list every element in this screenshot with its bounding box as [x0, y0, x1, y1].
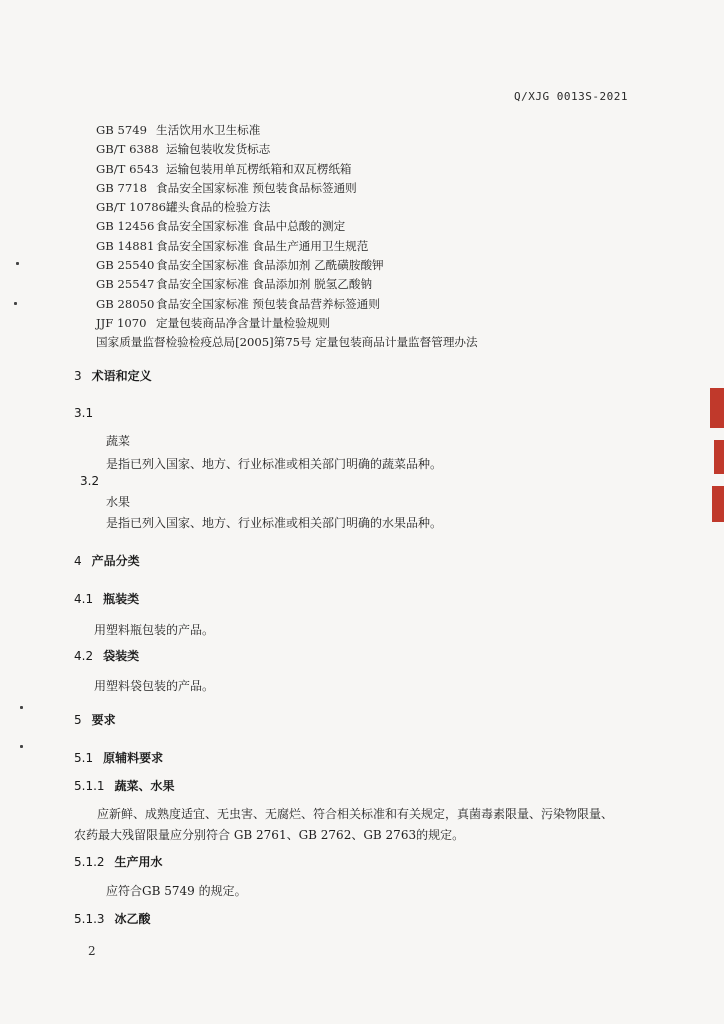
reference-code: GB 14881	[96, 238, 155, 253]
scan-speck	[16, 262, 19, 265]
clause-heading	[74, 853, 163, 870]
reference-title: 食品安全国家标准 食品生产通用卫生规范	[156, 238, 369, 253]
subsection-heading	[74, 749, 163, 766]
subsection-heading	[74, 647, 139, 664]
reference-title: 生活饮用水卫生标准	[156, 123, 261, 137]
page-number: 2	[88, 944, 96, 958]
reference-title: 食品安全国家标准 食品添加剂 脱氢乙酸钠	[156, 277, 373, 292]
section-number: 5.1.1	[74, 779, 105, 793]
reference-item	[96, 275, 478, 294]
scan-speck	[20, 745, 23, 748]
normative-references-list	[96, 121, 478, 353]
reference-code: GB 7718	[96, 180, 147, 195]
clause-number: 3.2	[80, 474, 100, 488]
stamp-fragment	[710, 388, 724, 428]
paragraph: 应符合GB 5749 的规定。	[106, 884, 247, 898]
section-title: 袋装类	[103, 649, 140, 663]
section-number: 3	[74, 369, 82, 383]
reference-code: GB 12456	[96, 219, 155, 234]
section-number: 5.1	[74, 751, 94, 765]
scan-speck	[14, 302, 17, 305]
reference-code: JJF 1070	[96, 315, 147, 330]
reference-code: GB/T 10786	[96, 200, 166, 215]
reference-title: 定量包装商品净含量计量检验规则	[156, 315, 330, 330]
reference-item	[96, 314, 478, 333]
reference-item	[96, 333, 478, 352]
section-title: 冰乙酸	[114, 912, 151, 926]
reference-item	[96, 295, 478, 314]
reference-title: 运输包装收发货标志	[166, 142, 271, 157]
section-number: 4.1	[74, 592, 94, 606]
reference-code: GB 25540	[96, 258, 155, 273]
clause-heading	[74, 777, 175, 794]
paragraph: 用塑料袋包装的产品。	[94, 679, 215, 693]
reference-code: GB/T 6388	[96, 142, 159, 157]
stamp-fragment	[714, 440, 724, 474]
clause-heading	[74, 910, 151, 927]
reference-code: GB/T 6543	[96, 161, 159, 176]
paragraph-line: 农药最大残留限量应分别符合 GB 2761、GB 2762、GB 2763的规定。	[74, 828, 465, 842]
reference-title: 食品安全国家标准 预包装食品标签通则	[156, 180, 357, 195]
term-name: 水果	[106, 495, 131, 509]
section-number: 5	[74, 713, 82, 727]
reference-title: 食品安全国家标准 预包装食品营养标签通则	[156, 296, 380, 311]
term-definition: 是指已列入国家、地方、行业标准或相关部门明确的水果品种。	[106, 516, 443, 530]
section-title: 术语和定义	[91, 369, 152, 383]
reference-code: GB 25547	[96, 277, 155, 292]
reference-item	[96, 140, 478, 159]
reference-item	[96, 237, 478, 256]
clause-number: 3.1	[74, 406, 94, 420]
reference-item	[96, 217, 478, 236]
term-definition: 是指已列入国家、地方、行业标准或相关部门明确的蔬菜品种。	[106, 457, 443, 471]
reference-title: 国家质量监督检验检疫总局[2005]第75号 定量包装商品计量监督管理办法	[96, 335, 478, 350]
section-number: 4.2	[74, 649, 94, 663]
subsection-heading	[74, 590, 139, 607]
section-title: 蔬菜、水果	[114, 779, 175, 793]
reference-item	[96, 179, 478, 198]
reference-title: 食品安全国家标准 食品中总酸的测定	[156, 219, 346, 234]
reference-code: GB 28050	[96, 296, 155, 311]
reference-item	[96, 160, 478, 179]
section-heading	[74, 711, 116, 728]
section-title: 瓶装类	[103, 592, 140, 606]
section-number: 5.1.3	[74, 912, 105, 926]
section-title: 原辅料要求	[103, 751, 164, 765]
paragraph-line: 应新鲜、成熟度适宜、无虫害、无腐烂、符合相关标准和有关规定，真菌毒素限量、污染物限量、	[97, 807, 614, 821]
section-heading	[74, 367, 152, 384]
reference-title: 运输包装用单瓦楞纸箱和双瓦楞纸箱	[166, 161, 352, 176]
section-number: 4	[74, 554, 82, 568]
reference-title: 罐头食品的检验方法	[166, 200, 271, 215]
scan-speck	[20, 706, 23, 709]
section-title: 产品分类	[91, 554, 140, 568]
reference-title: 食品安全国家标准 食品添加剂 乙酰磺胺酸钾	[156, 258, 384, 273]
reference-item	[96, 121, 478, 140]
term-name: 蔬菜	[106, 434, 131, 448]
section-title: 生产用水	[114, 855, 163, 869]
reference-code: GB 5749	[96, 123, 147, 137]
stamp-fragment	[712, 486, 724, 522]
document-code: Q/XJG 0013S-2021	[514, 90, 628, 103]
section-number: 5.1.2	[74, 855, 105, 869]
section-title: 要求	[91, 713, 116, 727]
reference-item	[96, 198, 478, 217]
paragraph: 用塑料瓶包装的产品。	[94, 623, 215, 637]
reference-item	[96, 256, 478, 275]
section-heading	[74, 552, 140, 569]
